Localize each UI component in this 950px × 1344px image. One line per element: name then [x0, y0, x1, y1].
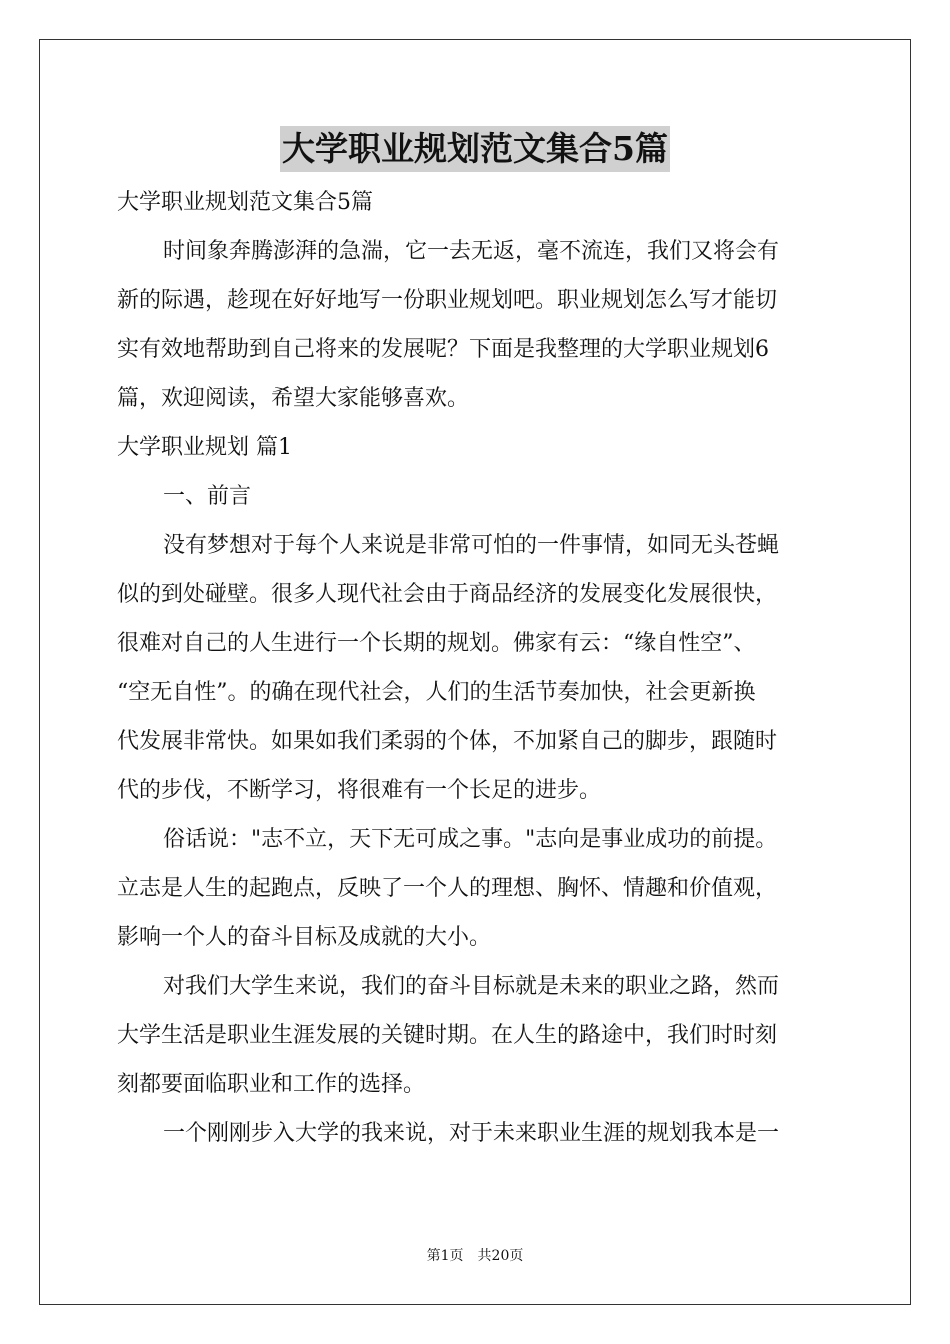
text-line: 很难对自己的人生进行一个长期的规划。佛家有云：“缘自性空”、	[117, 631, 756, 656]
text-line: 一个刚刚步入大学的我来说，对于未来职业生涯的规划我本是一	[163, 1121, 780, 1146]
text-line: 一、前言	[163, 484, 252, 509]
text-line: 新的际遇，趁现在好好地写一份职业规划吧。职业规划怎么写才能切	[117, 288, 778, 313]
text-line: 影响一个人的奋斗目标及成就的大小。	[117, 925, 492, 950]
text-line: 实有效地帮助到自己将来的发展呢？下面是我整理的大学职业规划6	[117, 337, 769, 362]
text-line: 似的到处碰壁。很多人现代社会由于商品经济的发展变化发展很快，	[117, 582, 778, 607]
text-line: 时间象奔腾澎湃的急湍，它一去无返，毫不流连，我们又将会有	[163, 239, 780, 264]
document-body	[117, 178, 837, 1158]
text-line: 大学职业规划 篇1	[117, 435, 292, 460]
text-line: 大学生活是职业生涯发展的关键时期。在人生的路途中，我们时时刻	[117, 1023, 778, 1048]
text-line: 代发展非常快。如果如我们柔弱的个体，不加紧自己的脚步，跟随时	[117, 729, 778, 754]
text-line: 刻都要面临职业和工作的选择。	[117, 1072, 426, 1097]
title-container	[0, 126, 950, 172]
text-line: 没有梦想对于每个人来说是非常可怕的一件事情，如同无头苍蝇	[163, 533, 780, 558]
text-line: “空无自性”。的确在现代社会，人们的生活节奏加快，社会更新换	[117, 680, 756, 705]
document-title: 大学职业规划范文集合5篇	[280, 126, 670, 172]
text-line: 立志是人生的起跑点，反映了一个人的理想、胸怀、情趣和价值观，	[117, 876, 778, 901]
text-line: 篇，欢迎阅读，希望大家能够喜欢。	[117, 386, 470, 411]
text-line: 代的步伐，不断学习，将很难有一个长足的进步。	[117, 778, 602, 803]
text-line: 对我们大学生来说，我们的奋斗目标就是未来的职业之路，然而	[163, 974, 780, 999]
page-footer: 第1页 共20页	[426, 1248, 524, 1264]
text-line: 俗话说："志不立，天下无可成之事。"志向是事业成功的前提。	[163, 827, 778, 852]
text-line: 大学职业规划范文集合5篇	[117, 190, 373, 215]
